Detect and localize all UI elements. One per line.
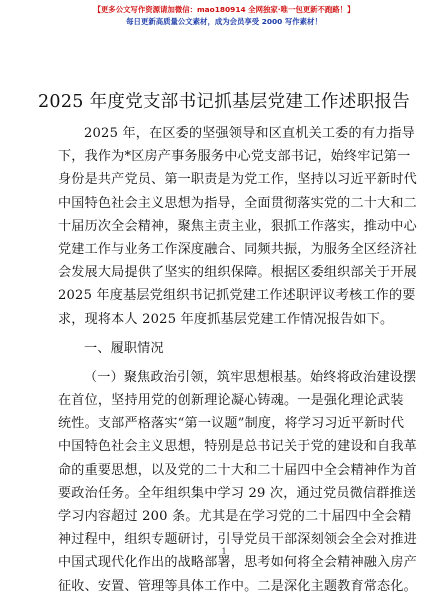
paragraph-line: 要政治任务。全年组织集中学习 29 次，通过党员微信群推送 — [58, 485, 417, 501]
paragraph-line: 命的重要思想，以及党的二十大和二十届四中全会精神作为首 — [58, 462, 417, 478]
paragraph-line: 党建工作与业务工作深度融合、同频共振，为服务全区经济社 — [58, 241, 417, 257]
paragraph-line: 身份是共产党员、第一职责是为党工作，坚持以习近平新时代 — [58, 172, 417, 188]
paragraph-line: 中国特色社会主义思想，特别是总书记关于党的建设和自我革 — [58, 439, 417, 455]
paragraph-line: 求，现将本人 2025 年度抓基层党建工作情况报告如下。 — [58, 311, 394, 327]
paragraph-line: 在首位，坚持用党的创新理论凝心铸魂。一是强化理论武装 — [58, 393, 404, 409]
paragraph-line: 中国特色社会主义思想为指导，全面贯彻落实党的二十大和二 — [58, 195, 417, 211]
paragraph-line: 十届历次全会精神，聚焦主责主业，狠抓工作落实，推动中心 — [58, 218, 417, 234]
paragraph-line: 神过程中，组织专题研讨，引导党员干部深刻领会全会对推进 — [58, 532, 417, 548]
paragraph-line: 征收、安置、管理等具体工作中。二是深化主题教育常态化。 — [58, 578, 417, 594]
paragraph-line: （一）聚焦政治引领，筑牢思想根基。始终将政治建设摆 — [84, 369, 417, 385]
document-title: 2025 年度党支部书记抓基层党建工作述职报告 — [38, 92, 410, 112]
document-body — [58, 122, 417, 598]
paragraph-line: 会发展大局提供了坚实的组织保障。根据区委组织部关于开展 — [58, 265, 417, 281]
paragraph-line: 2025 年度基层党组织书记抓党建工作述职评议考核工作的要 — [58, 288, 416, 304]
paragraph-line: 学习内容超过 200 条。尤其是在学习党的二十届四中全会精 — [58, 509, 412, 524]
page-number: 1 — [221, 547, 227, 556]
paragraph-line: 下，我作为*区房产事务服务中心党支部书记，始终牢记第一 — [58, 149, 411, 165]
section-heading: 一、履职情况 — [84, 340, 164, 356]
banner-line-update: 每日更新高质量公文素材，成为会员享受 2000 写作素材！ — [126, 17, 322, 26]
header-banner — [0, 4, 448, 28]
paragraph-line: 中国式现代化作出的战略部署，思考如何将全会精神融入房产 — [58, 555, 417, 571]
banner-line-promo: 【更多公文写作资源请加微信：mao180914 全网独家·唯一包更新不跑路！】 — [93, 5, 355, 14]
paragraph-line: 2025 年，在区委的坚强领导和区直机关工委的有力指导 — [84, 126, 415, 141]
paragraph-line: 统性。支部严格落实“第一议题”制度，将学习习近平新时代 — [58, 416, 405, 432]
